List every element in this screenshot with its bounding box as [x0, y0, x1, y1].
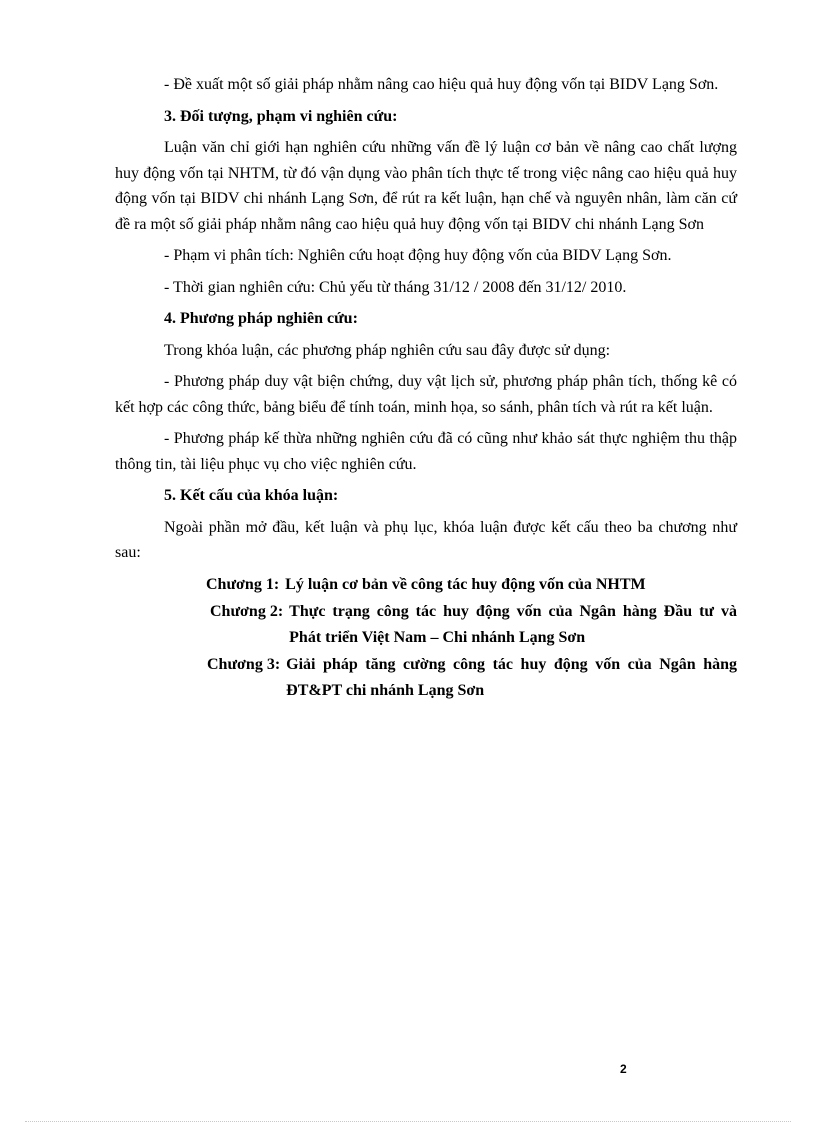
paragraph-analysis-range: - Phạm vi phân tích: Nghiên cứu hoạt động huy động vốn của BIDV Lạng Sơn.	[164, 247, 672, 264]
page-bottom-divider	[25, 1121, 791, 1122]
section-heading-structure: 5. Kết cấu của khóa luận:	[164, 487, 339, 504]
chapter-label: Chương 3:	[207, 656, 281, 673]
chapter-title: Giải pháp tăng cường công tác huy động vốn của Ngân hàng ĐT&PT chi nhánh Lạng Sơn	[286, 656, 737, 699]
chapter-label: Chương 2:	[210, 603, 284, 620]
chapter-item-3	[115, 652, 737, 703]
paragraph-structure-intro: Ngoài phần mở đầu, kết luận và phụ lục, khóa luận được kết cấu theo ba chương như sau:	[115, 518, 737, 561]
section-heading-scope: 3. Đối tượng, phạm vi nghiên cứu:	[164, 107, 398, 125]
chapter-title: Lý luận cơ bản về công tác huy động vốn của NHTM	[285, 575, 646, 593]
paragraph-research-period: - Thời gian nghiên cứu: Chủ yếu từ tháng 31/12 / 2008 đến 31/12/ 2010.	[164, 278, 627, 296]
chapter-item-1	[115, 572, 737, 598]
page-content	[115, 72, 737, 705]
paragraph-method-dialectics: - Phương pháp duy vật biện chứng, duy vật lịch sử, phương pháp phân tích, thống kê có kết hợp các công thức, bảng biểu để tính toán, minh họa, so sánh, phân tích và rút ra kết luận.	[115, 373, 737, 416]
chapter-title: Thực trạng công tác huy động vốn của Ngân hàng Đầu tư và Phát triển Việt Nam – Chi nhánh Lạng Sơn	[289, 603, 737, 646]
page-number: 2	[620, 1062, 627, 1076]
paragraph-objective: - Đề xuất một số giải pháp nhằm nâng cao hiệu quả huy động vốn tại BIDV Lạng Sơn.	[164, 76, 719, 93]
section-heading-methods: 4. Phương pháp nghiên cứu:	[164, 310, 358, 327]
chapter-label: Chương 1:	[206, 575, 280, 593]
paragraph-methods-intro: Trong khóa luận, các phương pháp nghiên cứu sau đây được sử dụng:	[164, 341, 611, 359]
paragraph-method-inheritance: - Phương pháp kế thừa những nghiên cứu đã có cũng như khảo sát thực nghiệm thu thập thông tin, tài liệu phục vụ cho việc nghiên cứu.	[115, 430, 737, 473]
chapter-item-2	[115, 599, 737, 650]
paragraph-scope: Luận văn chỉ giới hạn nghiên cứu những vấn đề lý luận cơ bản về nâng cao chất lượng huy động vốn tại NHTM, từ đó vận dụng vào phân tích thực tế trong việc nâng cao hiệu quả huy động vốn tại BIDV chi nhánh Lạng Sơn, để rút ra kết luận, hạn chế và nguyên nhân, làm căn cứ đề ra một số giải pháp nhằm nâng cao hiệu quả huy động vốn tại BIDV chi nhánh Lạng Sơn	[115, 139, 737, 233]
